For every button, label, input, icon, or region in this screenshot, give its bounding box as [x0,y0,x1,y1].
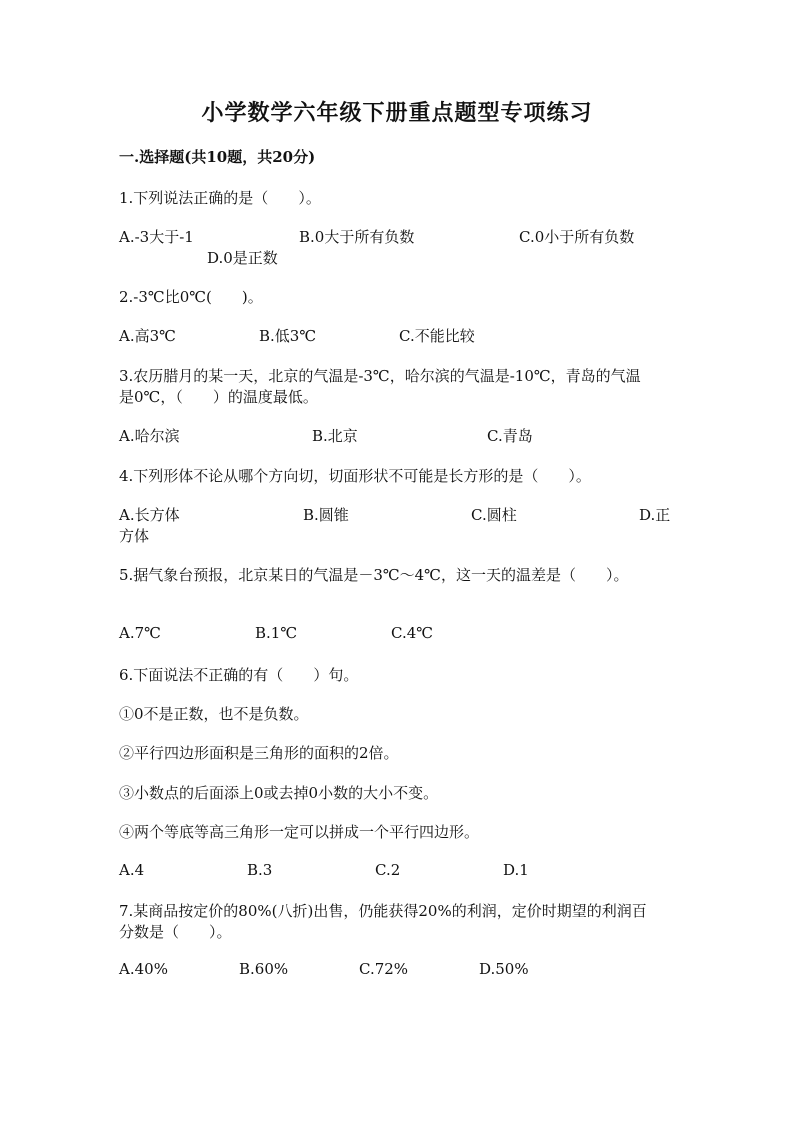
option-a: A.7℃ [119,624,161,642]
question-stem-line-1: 3.农历腊月的某一天，北京的气温是-3℃，哈尔滨的气温是-10℃，青岛的气温 [119,367,641,385]
option-d: D.正 [639,506,671,524]
option-a: A.-3大于-1 [119,228,194,246]
statement-1: ①0不是正数，也不是负数。 [119,705,309,723]
option-c: C.不能比较 [399,327,475,345]
question-stem: 2.-3℃比0℃( )。 [119,288,263,306]
page-title: 小学数学六年级下册重点题型专项练习 [201,100,593,126]
option-b: B.3 [247,861,273,879]
option-b: B.圆锥 [303,506,349,524]
section-heading: 一.选择题(共10题，共20分) [119,148,316,166]
option-c: C.青岛 [487,427,533,445]
option-b: B.60% [239,960,289,978]
option-c: C.2 [375,861,401,879]
question-stem: 6.下面说法不正确的有（ ）句。 [119,666,359,684]
option-c: C.4℃ [391,624,434,642]
option-a: A.4 [119,861,145,879]
option-c: C.圆柱 [471,506,517,524]
option-b: B.低3℃ [259,327,317,345]
question-stem: 1.下列说法正确的是（ ）。 [119,189,321,207]
option-c: C.0小于所有负数 [519,228,635,246]
question-stem-line-2: 是0℃，（ ）的温度最低。 [119,388,318,406]
option-a: A.长方体 [119,506,180,524]
statement-2: ②平行四边形面积是三角形的面积的2倍。 [119,744,399,762]
option-a: A.高3℃ [119,327,176,345]
option-d: D.1 [503,861,529,879]
option-d: D.0是正数 [207,249,278,267]
option-d-continued: 方体 [119,527,150,545]
option-b: B.1℃ [255,624,298,642]
question-stem: 4.下列形体不论从哪个方向切，切面形状不可能是长方形的是（ ）。 [119,467,591,485]
option-c: C.72% [359,960,409,978]
option-b: B.北京 [312,427,358,445]
option-a: A.哈尔滨 [119,427,180,445]
statement-4: ④两个等底等高三角形一定可以拼成一个平行四边形。 [119,823,480,841]
question-stem-line-1: 7.某商品按定价的80%(八折)出售，仍能获得20%的利润，定价时期望的利润百 [119,902,647,920]
option-b: B.0大于所有负数 [299,228,415,246]
option-d: D.50% [479,960,529,978]
question-stem-line-2: 分数是（ ）。 [119,923,232,941]
statement-3: ③小数点的后面添上0或去掉0小数的大小不变。 [119,784,439,802]
option-a: A.40% [119,960,168,978]
question-stem: 5.据气象台预报，北京某日的气温是－3℃～4℃，这一天的温差是（ ）。 [119,566,629,584]
